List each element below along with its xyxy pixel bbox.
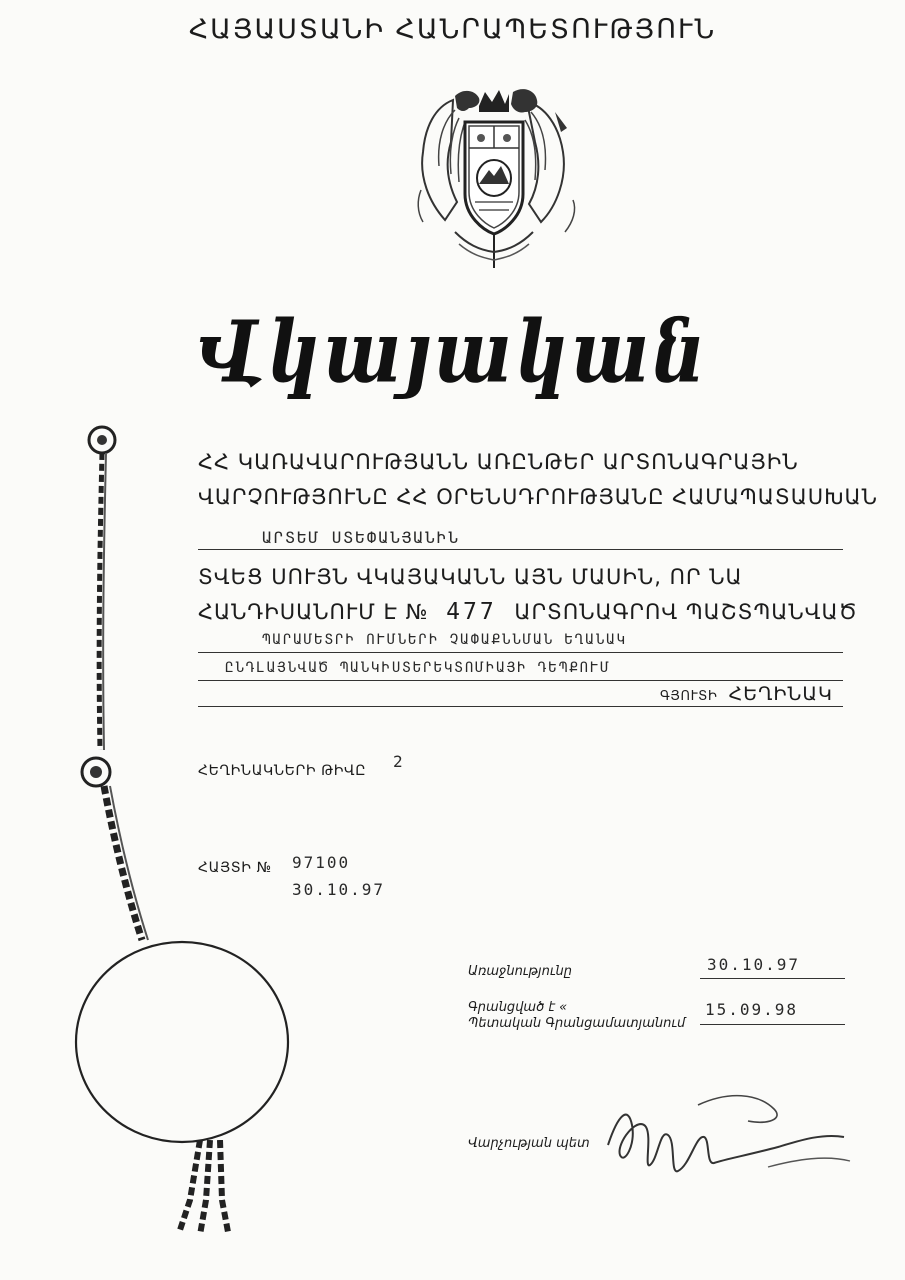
recipient-name: ԱՐՏԵՄ ՍՏԵՓԱՆՅԱՆԻՆ [262, 528, 460, 547]
invention-underline-2 [198, 680, 843, 681]
statement-line-1: ՏՎԵՑ ՍՈՒՅՆ ՎԿԱՅԱԿԱՆՆ ԱՅՆ ՄԱՍԻՆ, ՈՐ ՆԱ [198, 565, 743, 589]
invention-title-line-1: ՊԱՐԱՄԵՏՐԻ ՈՒՄՆԵՐԻ ՉԱՓԱՔՆՆՄԱՆ ԵՂԱՆԱԿ [262, 632, 628, 648]
authors-label: ՀԵՂԻՆԱԿՆԵՐԻ ԹԻՎԸ [198, 763, 367, 779]
registration-label-line-1: Գրանցված է « [468, 1000, 568, 1015]
signature-mark [598, 1085, 858, 1195]
patent-number: 477 [446, 599, 497, 625]
statement-line-2-prefix: ՀԱՆԴԻՍԱՆՈՒՄ Է № [198, 600, 429, 624]
application-label: ՀԱՅՏԻ № [198, 860, 272, 876]
invention-underline-3 [198, 706, 843, 707]
registration-label-line-2: Պետական Գրանցամատյանում [468, 1016, 686, 1031]
invention-title-line-2: ԸՆԴԼԱՅՆՎԱԾ ՊԱՆԿԻՍՏԵՐԵԿՏՈՄԻԱՅԻ ԴԵՊՔՈՒՄ [225, 660, 611, 676]
priority-label: Առաջնությունը [468, 964, 573, 979]
registration-date: 15.09.98 [705, 1000, 799, 1019]
seal-circle [72, 935, 312, 1150]
invention-type-prefix: ԳՅՈՒՏԻ [660, 689, 718, 704]
decorative-cord [60, 420, 180, 1280]
intro-line-2: ՎԱՐՉՈՒԹՅՈՒՆԸ ՀՀ ՕՐԵՆՍԴՐՈՒԹՅԱՆԸ ՀԱՄԱՊԱՏԱՍԽԱՆ [198, 485, 878, 509]
invention-type-value: ՀԵՂԻՆԱԿ [728, 683, 833, 705]
application-date: 30.10.97 [292, 880, 386, 899]
signatory-label: Վարչության պետ [468, 1136, 590, 1151]
priority-date: 30.10.97 [707, 955, 801, 974]
coat-of-arms-emblem [395, 82, 590, 270]
certificate-title: Վկայական [196, 303, 709, 403]
statement-line-2 [198, 599, 858, 625]
intro-line-1: ՀՀ ԿԱՌԱՎԱՐՈՒԹՅԱՆՆ ԱՌԸՆԹԵՐ ԱՐՏՈՆԱԳՐԱՅԻՆ [198, 450, 799, 474]
statement-line-2-suffix: ԱՐՏՈՆԱԳՐՈՎ ՊԱՇՏՊԱՆՎԱԾ [514, 600, 858, 624]
invention-type [660, 683, 833, 705]
cord-tail [170, 1140, 250, 1240]
authors-count: 2 [393, 752, 405, 771]
registration-underline [700, 1024, 845, 1025]
application-number: 97100 [292, 853, 351, 872]
recipient-underline [198, 549, 843, 550]
priority-underline [700, 978, 845, 979]
invention-underline-1 [198, 652, 843, 653]
country-header: ՀԱՅԱՍՏԱՆԻ ՀԱՆՐԱՊԵՏՈՒԹՅՈՒՆ [188, 14, 717, 45]
